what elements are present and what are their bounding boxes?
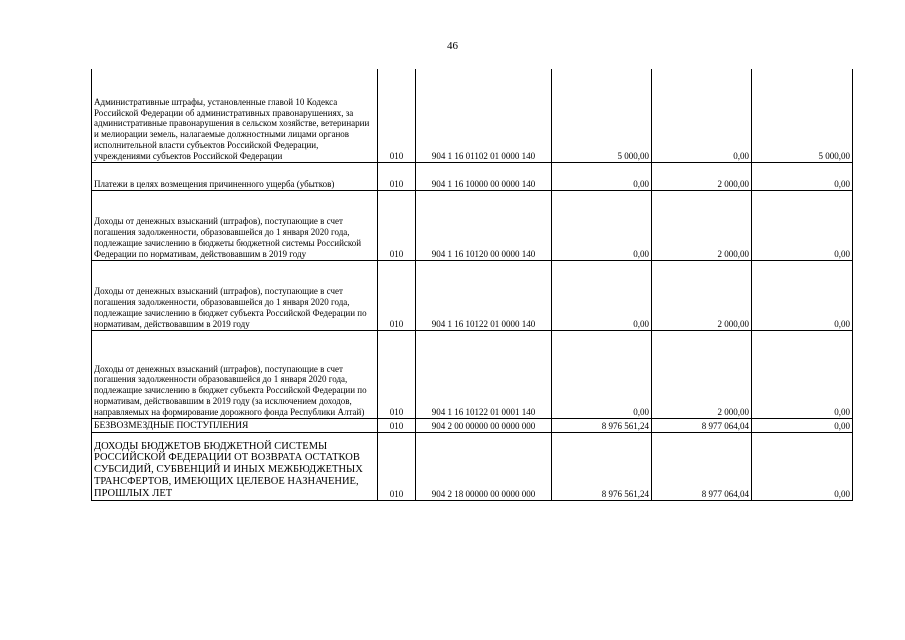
row-value-1: 0,00	[552, 330, 652, 418]
row-value-1: 0,00	[552, 260, 652, 330]
row-value-2: 2 000,00	[652, 190, 752, 260]
row-value-1: 0,00	[552, 190, 652, 260]
row-description: Доходы от денежных взысканий (штрафов), поступающие в счет погашения задолженности, образовавшейся до 1 января 2020 года, подлежащие зачислению в бюджеты бюджетной системы Российской Федерации по нормативам, действовавшим в 2019 году	[92, 190, 378, 260]
row-description: БЕЗВОЗМЕЗДНЫЕ ПОСТУПЛЕНИЯ	[92, 418, 378, 432]
page-number: 46	[447, 40, 458, 52]
row-value-3: 5 000,00	[752, 69, 853, 162]
revenue-table	[91, 69, 853, 501]
row-line-code: 010	[378, 432, 416, 500]
row-description: Доходы от денежных взысканий (штрафов), поступающие в счет погашения задолженности образовавшейся до 1 января 2020 года, подлежащие зачислению в бюджет субъекта Российской Федерации по нормативам, действовавшим в 2019 году (за исключением доходов, направляемых на формирование дорожного фонда Республики Алтай)	[92, 330, 378, 418]
row-budget-code: 904 1 16 01102 01 0000 140	[416, 69, 552, 162]
row-value-3: 0,00	[752, 190, 853, 260]
row-line-code: 010	[378, 330, 416, 418]
table-row	[92, 190, 853, 260]
table-row	[92, 330, 853, 418]
row-value-1: 8 976 561,24	[552, 432, 652, 500]
row-value-1: 5 000,00	[552, 69, 652, 162]
table-row	[92, 432, 853, 500]
row-value-3: 0,00	[752, 162, 853, 190]
table-row	[92, 69, 853, 162]
table-row	[92, 162, 853, 190]
row-description: Доходы от денежных взысканий (штрафов), поступающие в счет погашения задолженности, образовавшейся до 1 января 2020 года, подлежащие зачислению в бюджет субъекта Российской Федерации по нормативам, действовавшим в 2019 году	[92, 260, 378, 330]
row-value-2: 8 977 064,04	[652, 432, 752, 500]
row-value-2: 2 000,00	[652, 162, 752, 190]
row-line-code: 010	[378, 69, 416, 162]
row-line-code: 010	[378, 162, 416, 190]
row-line-code: 010	[378, 260, 416, 330]
row-value-1: 0,00	[552, 162, 652, 190]
row-budget-code: 904 1 16 10120 00 0000 140	[416, 190, 552, 260]
row-value-2: 8 977 064,04	[652, 418, 752, 432]
row-value-3: 0,00	[752, 418, 853, 432]
row-value-3: 0,00	[752, 260, 853, 330]
row-value-2: 2 000,00	[652, 330, 752, 418]
row-budget-code: 904 1 16 10000 00 0000 140	[416, 162, 552, 190]
row-description: Административные штрафы, установленные главой 10 Кодекса Российской Федерации об административных правонарушениях, за административные правонарушения в сельском хозяйстве, ветеринарии и мелиорации земель, налагаемые должностными лицами органов исполнительной власти субъектов Российской Федерации, учреждениями субъектов Российской Федерации	[92, 69, 378, 162]
row-value-2: 0,00	[652, 69, 752, 162]
table-row	[92, 418, 853, 432]
row-budget-code: 904 2 18 00000 00 0000 000	[416, 432, 552, 500]
row-value-3: 0,00	[752, 432, 853, 500]
table-row	[92, 260, 853, 330]
row-value-3: 0,00	[752, 330, 853, 418]
row-line-code: 010	[378, 190, 416, 260]
row-description: Платежи в целях возмещения причиненного ущерба (убытков)	[92, 162, 378, 190]
row-budget-code: 904 2 00 00000 00 0000 000	[416, 418, 552, 432]
row-value-1: 8 976 561,24	[552, 418, 652, 432]
row-line-code: 010	[378, 418, 416, 432]
row-budget-code: 904 1 16 10122 01 0000 140	[416, 260, 552, 330]
row-budget-code: 904 1 16 10122 01 0001 140	[416, 330, 552, 418]
row-description: ДОХОДЫ БЮДЖЕТОВ БЮДЖЕТНОЙ СИСТЕМЫ РОССИЙСКОЙ ФЕДЕРАЦИИ ОТ ВОЗВРАТА ОСТАТКОВ СУБСИДИЙ, СУБВЕНЦИЙ И ИНЫХ МЕЖБЮДЖЕТНЫХ ТРАНСФЕРТОВ, ИМЕЮЩИХ ЦЕЛЕВОЕ НАЗНАЧЕНИЕ, ПРОШЛЫХ ЛЕТ	[92, 432, 378, 500]
row-value-2: 2 000,00	[652, 260, 752, 330]
